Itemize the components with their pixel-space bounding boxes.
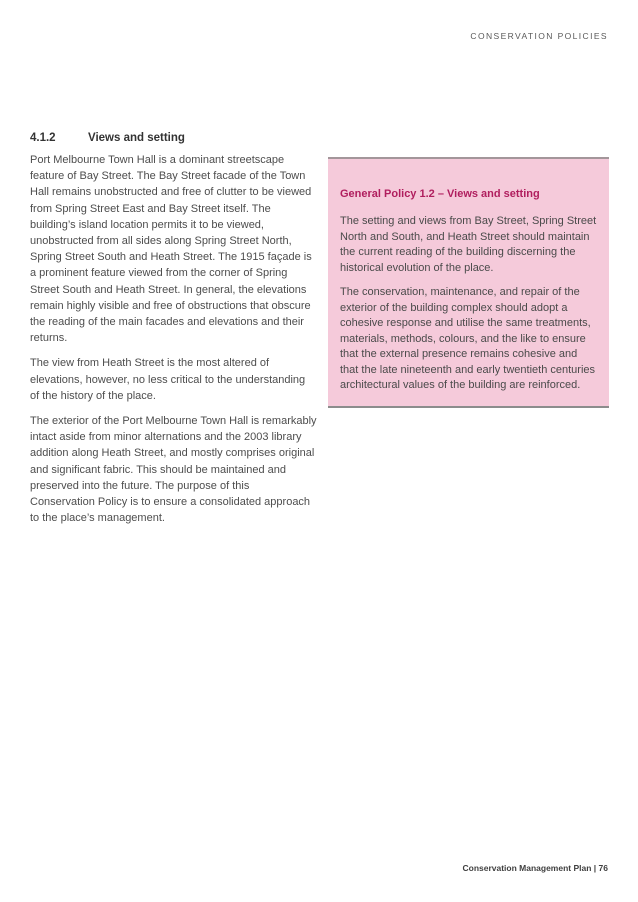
section-title: Views and setting xyxy=(88,132,185,144)
body-paragraph: The view from Heath Street is the most altered of elevations, however, no less critical to the understanding of the history of the place. xyxy=(30,357,306,402)
policy-paragraph: The conservation, maintenance, and repair of the exterior of the building complex should adopt a cohesive response and utilise the same treatments, materials, methods, colours, and the like to ensure that the external presence remains cohesive and that the late nineteenth and early twentieth centuries architectural values of the building are reinforced. xyxy=(340,286,596,391)
page-footer: Conservation Management Plan | 76 xyxy=(462,863,608,873)
body-paragraph: Port Melbourne Town Hall is a dominant streetscape feature of Bay Street. The Bay Street facade of the Town Hall remains unobstructed and free of clutter to be viewed from Spring Street East and Bay Street itself. The building’s island location permits it to be viewed, unobstructed from all sides along Spring Street North, Spring Street South and Heath Street. The 1915 façade is a prominent feature viewed from the corner of Spring Street South and Heath Street. In general, the elevations remain highly visible and free of obstructions that obscure the reading of the main facades and elevations and their returns. xyxy=(30,154,312,345)
section-heading xyxy=(30,132,317,144)
body-paragraph: The exterior of the Port Melbourne Town Hall is remarkably intact aside from minor alternations and the 2003 library addition along Heath Street, and mostly comprises original and significant fabric. This should be maintained and preserved into the future. The purpose of this Conservation Policy is to ensure a consolidated approach to the place’s management. xyxy=(30,415,317,525)
policy-paragraph: The setting and views from Bay Street, Spring Street North and South, and Heath Street should maintain the current reading of the building discerning the historical evolution of the place. xyxy=(340,215,597,274)
section-number: 4.1.2 xyxy=(30,132,56,144)
body-column xyxy=(30,132,317,535)
policy-title: General Policy 1.2 – Views and setting xyxy=(340,188,540,200)
policy-callout-box xyxy=(328,157,609,408)
page-header: CONSERVATION POLICIES xyxy=(470,31,608,41)
